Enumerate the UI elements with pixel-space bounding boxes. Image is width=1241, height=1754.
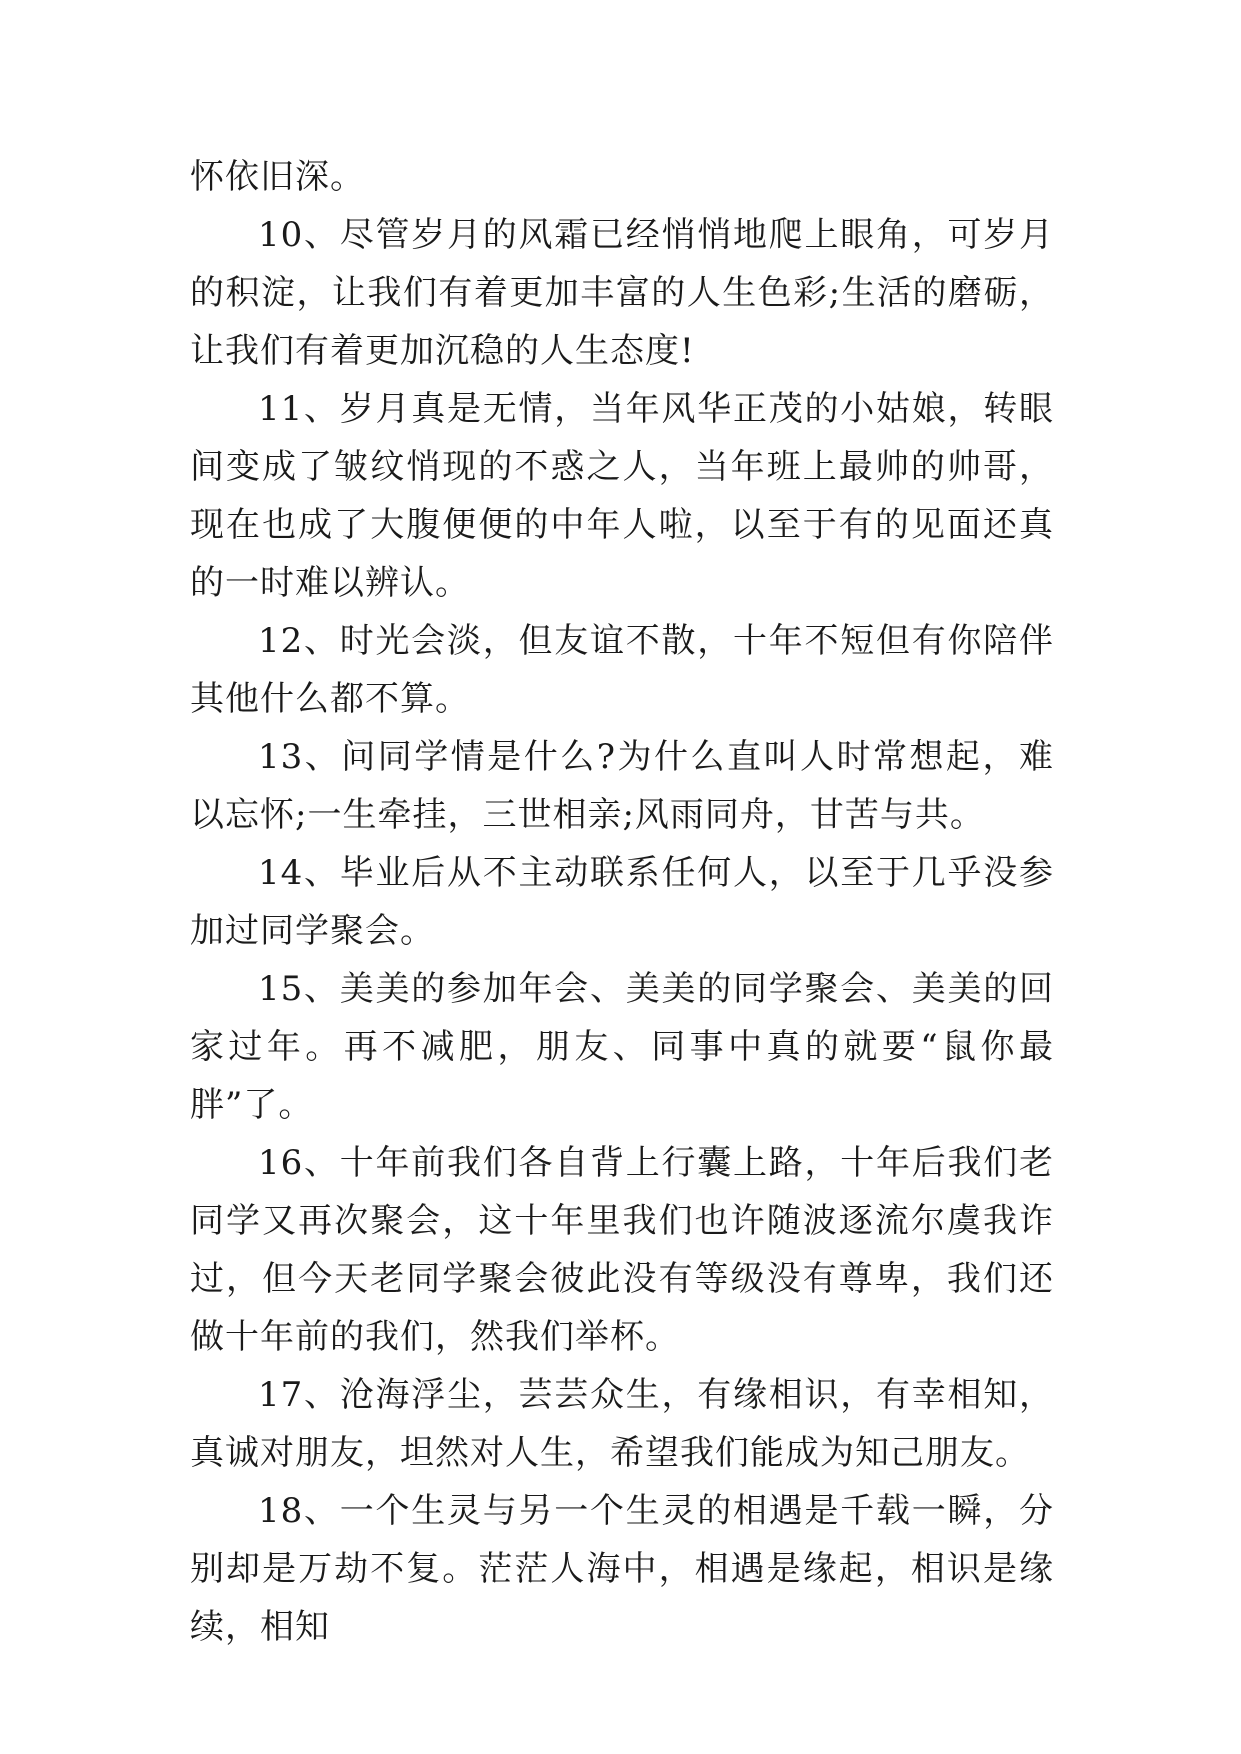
document-body — [190, 148, 1054, 1656]
paragraph: 10、尽管岁月的风霜已经悄悄地爬上眼角，可岁月的积淀，让我们有着更加丰富的人生色彩;生活的磨砺，让我们有着更加沉稳的人生态度! — [190, 215, 1054, 371]
paragraph: 12、时光会淡，但友谊不散，十年不短但有你陪伴其他什么都不算。 — [190, 621, 1054, 719]
paragraph: 14、毕业后从不主动联系任何人，以至于几乎没参加过同学聚会。 — [190, 853, 1054, 951]
paragraph: 16、十年前我们各自背上行囊上路，十年后我们老同学又再次聚会，这十年里我们也许随波逐流尔虞我诈过，但今天老同学聚会彼此没有等级没有尊卑，我们还做十年前的我们，然我们举杯。 — [190, 1143, 1054, 1357]
paragraph: 17、沧海浮尘，芸芸众生，有缘相识，有幸相知，真诚对朋友，坦然对人生，希望我们能成为知己朋友。 — [190, 1375, 1054, 1473]
paragraph: 15、美美的参加年会、美美的同学聚会、美美的回家过年。再不减肥，朋友、同事中真的就要“鼠你最胖”了。 — [190, 969, 1054, 1125]
paragraph: 11、岁月真是无情，当年风华正茂的小姑娘，转眼间变成了皱纹悄现的不惑之人，当年班上最帅的帅哥，现在也成了大腹便便的中年人啦，以至于有的见面还真的一时难以辨认。 — [190, 389, 1054, 603]
paragraph: 怀依旧深。 — [190, 157, 365, 197]
paragraph: 18、一个生灵与另一个生灵的相遇是千载一瞬，分别却是万劫不复。茫茫人海中，相遇是缘起，相识是缘续，相知 — [190, 1491, 1054, 1647]
paragraph: 13、问同学情是什么?为什么直叫人时常想起，难以忘怀;一生牵挂，三世相亲;风雨同舟，甘苦与共。 — [190, 737, 1054, 835]
